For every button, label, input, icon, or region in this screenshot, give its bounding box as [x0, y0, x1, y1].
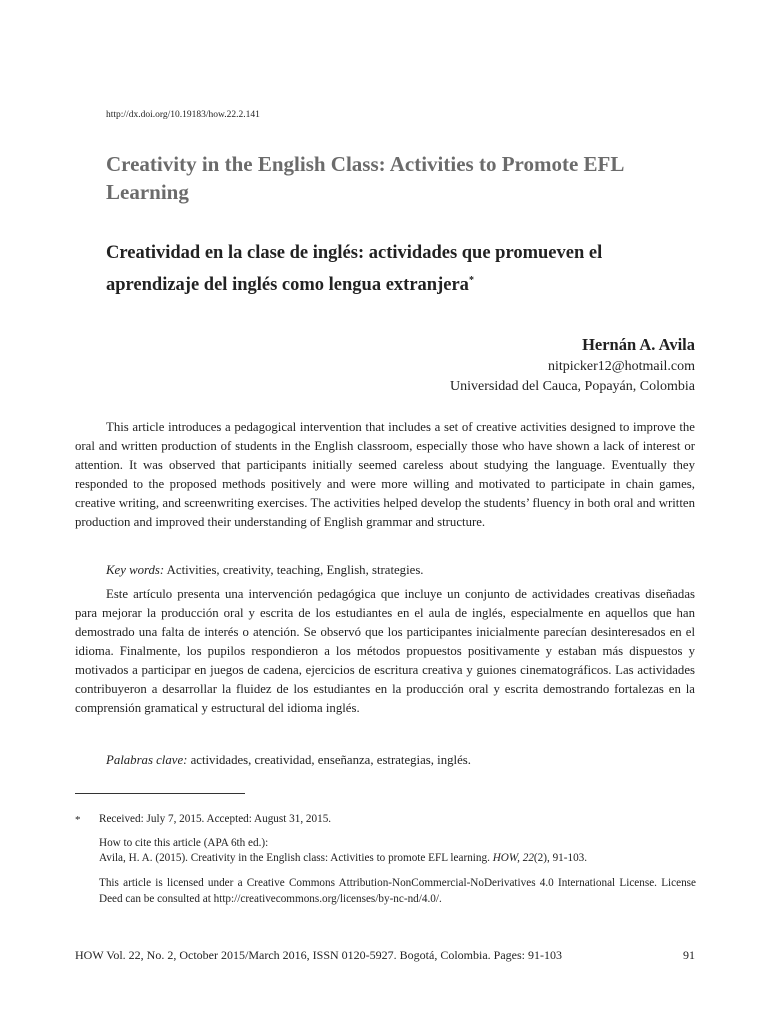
citation-journal: HOW, 22 [492, 852, 534, 864]
footnote-cite-heading: How to cite this article (APA 6th ed.): [99, 837, 269, 849]
citation-pages: , 91-103. [546, 852, 588, 864]
keywords-spanish-label: Palabras clave: [106, 753, 188, 767]
author-name: Hernán A. Avila [582, 335, 695, 354]
keywords-english-text: Activities, creativity, teaching, English, strategies. [164, 563, 424, 577]
footnote-received: Received: July 7, 2015. Accepted: August 31, 2015. [99, 813, 332, 825]
citation-issue: (2) [533, 852, 547, 864]
article-title-spanish [106, 240, 696, 299]
footnote-divider [75, 793, 245, 794]
keywords-spanish-text: actividades, creatividad, enseñanza, estrategias, inglés. [187, 753, 471, 767]
abstract-spanish: Este artículo presenta una intervención pedagógica que incluye un conjunto de actividades creativas diseñadas para mejorar la producción oral y escrita de los estudiantes en el aula de inglés, especialmente en aquellos que han demostrado una falta de interés o atención. Se observó que los participantes inicialmente parecían desinteresados en el idioma. Finalmente, los pupilos respondieron a los métodos propuestos positivamente y estaban más dispuestos y motivados a participar en juegos de cadena, ejercicios de escritura creativa y guiones cinematográficos. Las actividades contribuyeron a desarrollar la fluidez de los estudiantes en la producción oral y escrita demostrando fortalezas en la comprensión gramatical y estructural del idioma inglés. [75, 587, 695, 715]
keywords-english-label: Key words: [106, 563, 165, 577]
citation-prefix: Avila, H. A. (2015). Creativity in the English class: Activities to promote EFL learning. [99, 852, 493, 864]
page-number: 91 [683, 948, 695, 962]
title-spanish-text: Creatividad en la clase de inglés: actividades que promueven el aprendizaje del inglés como lengua extranjera [106, 243, 603, 296]
keywords-english [106, 563, 424, 578]
author-affiliation: Universidad del Cauca, Popayán, Colombia [450, 379, 695, 394]
journal-footer: HOW Vol. 22, No. 2, October 2015/March 2016, ISSN 0120-5927. Bogotá, Colombia. Pages: 91-103 [75, 948, 562, 962]
author-email[interactable]: nitpicker12@hotmail.com [547, 359, 695, 374]
footnote-citation [99, 851, 696, 867]
abstract-english: This article introduces a pedagogical intervention that includes a set of creative activities designed to improve the oral and written production of students in the English classroom, especially those who have shown a lack of interest or attention. It was observed that participants initially seemed careless about studying the language. Eventually they responded to the proposed methods positively and were more willing and motivated to participate in chain games, creative writing, and screenwriting exercises. The activities helped develop the students’ fluency in both oral and written production and improved their understanding of English grammar and structure. [75, 420, 695, 529]
keywords-spanish [106, 753, 471, 768]
footnote-marker: * [75, 814, 81, 826]
doi-link[interactable]: http://dx.doi.org/10.19183/how.22.2.141 [106, 110, 260, 120]
author-block [450, 333, 695, 397]
article-title-english: Creativity in the English Class: Activities to Promote EFL Learning [106, 152, 624, 204]
title-footnote-marker: * [468, 275, 474, 286]
footnote-license: This article is licensed under a Creative Commons Attribution-NonCommercial-NoDerivatives 4.0 International License. License Deed can be consulted at http://creativecommons.org/licenses/by-nc-nd/4.0/. [99, 877, 696, 905]
